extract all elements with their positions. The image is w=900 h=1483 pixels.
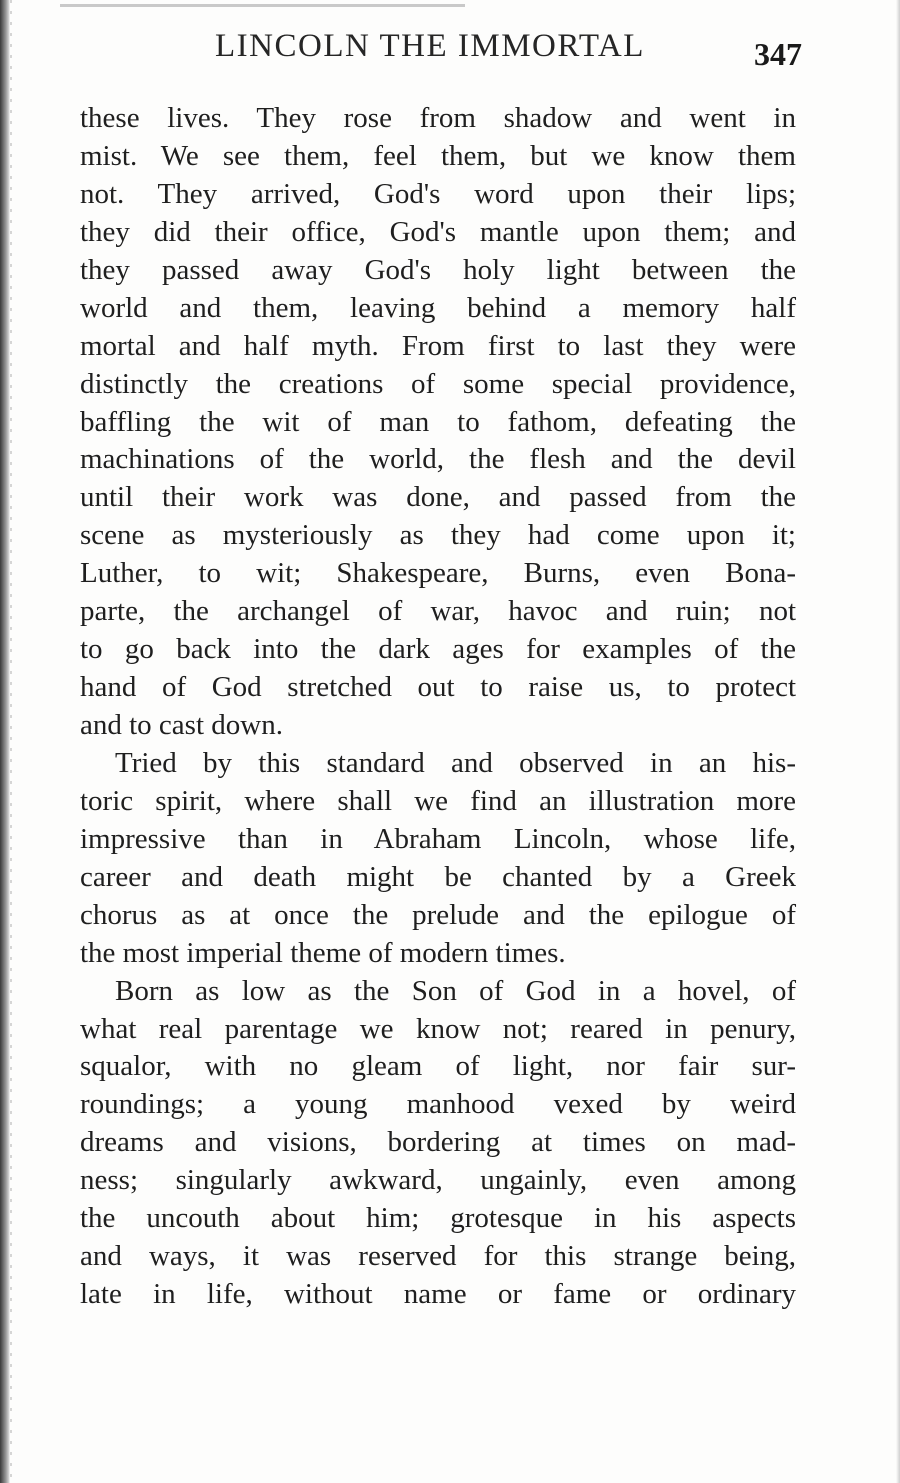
text-line: the uncouth about him; grotesque in his aspects [80, 1202, 796, 1235]
text-line: career and death might be chanted by a Greek [80, 860, 796, 893]
page-number: 347 [754, 36, 802, 72]
text-line: roundings; a young manhood vexed by weird [80, 1088, 796, 1121]
text-line: impressive than in Abraham Lincoln, whose life, [80, 822, 796, 855]
text-line: squalor, with no gleam of light, nor fair sur- [80, 1050, 796, 1083]
text-line: scene as mysteriously as they had come upon it; [80, 519, 796, 552]
text-line: what real parentage we know not; reared in penury, [80, 1012, 796, 1045]
text-line: Tried by this standard and observed in an his- [115, 746, 796, 779]
scan-top-edge [60, 4, 465, 7]
body-text [80, 100, 796, 1314]
binding-edge [0, 0, 10, 1483]
text-line: and to cast down. [80, 709, 283, 741]
text-line: mortal and half myth. From first to last they were [80, 329, 796, 362]
paragraph-3 [80, 973, 796, 1314]
text-line: world and them, leaving behind a memory half [80, 291, 796, 324]
text-line: mist. We see them, feel them, but we know them [80, 139, 796, 172]
text-line: they passed away God's holy light between the [80, 253, 796, 286]
text-line: these lives. They rose from shadow and went in [80, 102, 796, 134]
text-line: not. They arrived, God's word upon their lips; [80, 177, 796, 210]
text-line: dreams and visions, bordering at times on mad- [80, 1126, 796, 1159]
text-line: parte, the archangel of war, havoc and ruin; not [80, 595, 796, 628]
text-line: distinctly the creations of some special providence, [80, 367, 796, 400]
text-line: and ways, it was reserved for this strange being, [80, 1240, 796, 1273]
text-line: hand of God stretched out to raise us, to protect [80, 671, 796, 704]
text-line: Luther, to wit; Shakespeare, Burns, even Bona- [80, 557, 796, 590]
page-header [80, 28, 802, 78]
running-head: LINCOLN THE IMMORTAL [215, 28, 645, 64]
scan-right-edge [896, 0, 900, 1483]
paragraph-2 [80, 745, 796, 973]
text-line: to go back into the dark ages for examples of the [80, 633, 796, 666]
text-line: until their work was done, and passed from the [80, 481, 796, 514]
text-line: machinations of the world, the flesh and the devil [80, 443, 796, 476]
text-line: they did their office, God's mantle upon them; and [80, 215, 796, 248]
binding-specks [10, 0, 12, 1483]
text-line: late in life, without name or fame or ordinary [80, 1278, 796, 1311]
paragraph-1 [80, 100, 796, 745]
text-line: the most imperial theme of modern times. [80, 936, 566, 969]
text-line: chorus as at once the prelude and the epilogue of [80, 898, 796, 931]
text-line: Born as low as the Son of God in a hovel, of [115, 974, 796, 1007]
text-line: ness; singularly awkward, ungainly, even among [80, 1164, 796, 1197]
text-line: toric spirit, where shall we find an illustration more [80, 784, 796, 817]
text-line: baffling the wit of man to fathom, defeating the [80, 405, 796, 438]
